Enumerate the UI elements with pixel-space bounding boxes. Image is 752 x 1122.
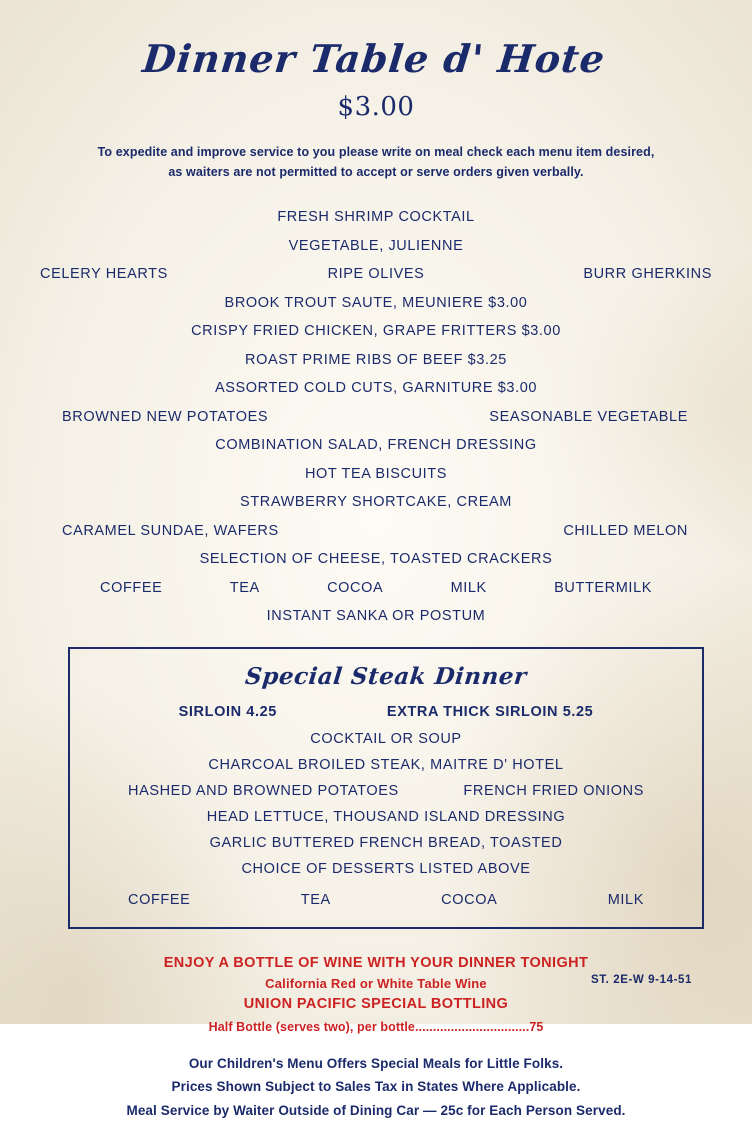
menu-item-brook-trout: BROOK TROUT SAUTE, MEUNIERE $3.00 <box>224 294 528 311</box>
steak-item-charcoal-broiled-steak: CHARCOAL BROILED STEAK, MAITRE D' HOTEL <box>208 756 564 773</box>
wine-description: California Red or White Table Wine <box>265 975 487 991</box>
steak-item-garlic-bread: GARLIC BUTTERED FRENCH BREAD, TOASTED <box>209 834 563 851</box>
menu-item-caramel-sundae: CARAMEL SUNDAE, WAFERS <box>62 522 279 539</box>
steak-item-choice-of-desserts: CHOICE OF DESSERTS LISTED ABOVE <box>241 860 531 877</box>
steak-beverage-tea: TEA <box>300 891 331 908</box>
beverage-tea: TEA <box>229 579 260 596</box>
menu-item-cheese-selection: SELECTION OF CHEESE, TOASTED CRACKERS <box>199 551 553 568</box>
menu-item-vegetable-julienne: VEGETABLE, JULIENNE <box>288 237 464 254</box>
wine-promotion <box>40 953 712 1034</box>
menu-item-seasonable-vegetable: SEASONABLE VEGETABLE <box>489 408 688 425</box>
footer-line-2: Prices Shown Subject to Sales Tax in States Where Applicable. <box>171 1079 581 1095</box>
steak-beverage-coffee: COFFEE <box>128 891 191 908</box>
menu-item-shrimp-cocktail: FRESH SHRIMP COCKTAIL <box>277 209 475 226</box>
wine-price-line: Half Bottle (serves two), per bottle................................75 <box>208 1019 544 1034</box>
steak-beverage-cocoa: COCOA <box>441 891 498 908</box>
wine-headline: ENJOY A BOTTLE OF WINE WITH YOUR DINNER TONIGHT <box>163 954 589 971</box>
footer-line-1: Our Children's Menu Offers Special Meals for Little Folks. <box>188 1055 564 1071</box>
menu-row-sides <box>40 403 712 432</box>
menu-item-strawberry-shortcake: STRAWBERRY SHORTCAKE, CREAM <box>240 494 512 511</box>
menu-item-browned-new-potatoes: BROWNED NEW POTATOES <box>62 408 269 425</box>
beverage-buttermilk: BUTTERMILK <box>554 579 652 596</box>
steak-item-cocktail-or-soup: COCKTAIL OR SOUP <box>310 730 462 747</box>
beverage-milk: MILK <box>450 579 487 596</box>
menu-item-cold-cuts: ASSORTED COLD CUTS, GARNITURE $3.00 <box>214 380 538 397</box>
steak-item-french-fried-onions: FRENCH FRIED ONIONS <box>463 782 644 799</box>
beverage-cocoa: COCOA <box>327 579 384 596</box>
menu-item-burr-gherkins: BURR GHERKINS <box>583 266 712 283</box>
menu-item-celery-hearts: CELERY HEARTS <box>40 266 168 283</box>
menu-item-ripe-olives: RIPE OLIVES <box>327 266 425 283</box>
steak-item-head-lettuce: HEAD LETTUCE, THOUSAND ISLAND DRESSING <box>206 808 566 825</box>
notice-line-1: To expedite and improve service to you please write on meal check each menu item desired, <box>97 144 655 159</box>
steak-price-row <box>80 700 692 726</box>
notice-line-2: as waiters are not permitted to accept or serve orders given verbally. <box>168 165 584 180</box>
menu-item-combination-salad: COMBINATION SALAD, FRENCH DRESSING <box>215 437 537 454</box>
course-list <box>40 203 712 631</box>
menu-item-fried-chicken: CRISPY FRIED CHICKEN, GRAPE FRITTERS $3.00 <box>191 323 561 340</box>
service-notice <box>40 142 712 183</box>
print-code: ST. 2E-W 9-14-51 <box>591 974 692 986</box>
menu-item-hot-tea-biscuits: HOT TEA BISCUITS <box>304 465 447 482</box>
steak-row-sides <box>80 778 692 804</box>
footer-line-3: Meal Service by Waiter Outside of Dining Car — 25c for Each Person Served. <box>126 1102 626 1118</box>
steak-price-extra-thick-sirloin: EXTRA THICK SIRLOIN 5.25 <box>386 703 594 720</box>
steak-price-sirloin: SIRLOIN 4.25 <box>178 703 277 720</box>
menu-row-relishes <box>40 260 712 289</box>
menu-item-prime-ribs: ROAST PRIME RIBS OF BEEF $3.25 <box>245 351 507 368</box>
menu-item-instant-sanka: INSTANT SANKA OR POSTUM <box>266 608 486 625</box>
menu-price: $3.00 <box>337 91 415 122</box>
wine-brand: UNION PACIFIC SPECIAL BOTTLING <box>243 995 509 1012</box>
menu-row-beverages <box>40 574 712 603</box>
beverage-coffee: COFFEE <box>100 579 163 596</box>
steak-beverage-milk: MILK <box>607 891 644 908</box>
page-title: Dinner Table d' Hote <box>140 36 608 81</box>
menu-item-chilled-melon: CHILLED MELON <box>563 522 688 539</box>
steak-section-title: Special Steak Dinner <box>243 662 529 690</box>
menu-row-desserts <box>40 517 712 546</box>
steak-item-hashed-browned-potatoes: HASHED AND BROWNED POTATOES <box>128 782 399 799</box>
footer-notes <box>40 1052 712 1122</box>
special-steak-dinner-box <box>68 647 704 929</box>
steak-row-beverages <box>80 882 692 913</box>
